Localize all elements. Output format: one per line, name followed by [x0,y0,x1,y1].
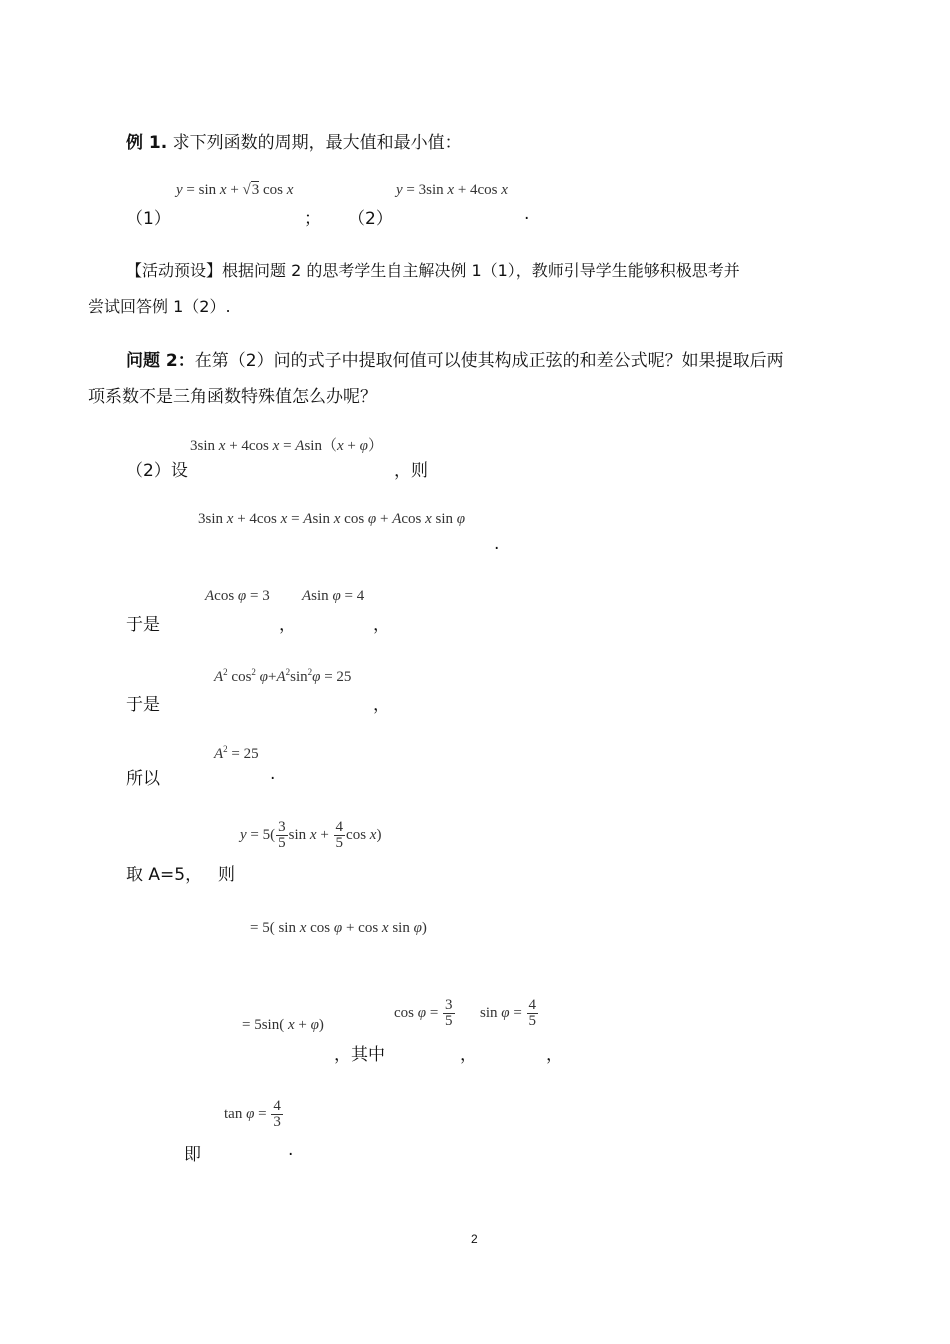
expand-end: . [494,534,500,554]
part-1-label: （1） [126,209,171,229]
thus-1-label: 于是 [126,615,160,635]
thus-1-sep: ， [279,615,296,635]
part-2-formula: y = 3sin x + 4cos x [396,182,508,198]
part-separator: ； [304,209,321,229]
take-label: 取 A=5， [126,865,203,885]
tan-phi-formula: tan φ = $\frac{4}{3}$ [224,1098,281,1130]
activity-line-2: 尝试回答例 1（2）. [88,297,231,316]
set-label: （2）设 [126,461,188,481]
question-2-heading: 问题 2： [126,351,195,371]
thus-1-end: ， [373,615,390,635]
ie-end: . [288,1140,294,1160]
question-2-line-1 [126,346,784,371]
part-1-formula: y = sin x + √3 cos x [176,182,294,198]
thus-2-label: 于是 [126,695,160,715]
eq-line-2: = 5( sin x cos φ + cos x sin φ) [250,920,427,936]
example-1-heading: 例 1. [126,133,168,153]
example-1-text: 求下列函数的周期，最大值和最小值： [172,133,462,153]
so-end: . [270,764,276,784]
ie-label: 即 [184,1145,201,1165]
where-comma-1: ， [460,1045,477,1065]
thus-1-formula-1: Acos φ = 3 [205,588,270,604]
where-comma-2: ， [546,1045,563,1065]
page-number: 2 [471,1232,478,1246]
example-1-line [126,128,462,153]
sin-phi-formula: sin φ = $\frac{4}{5}$ [480,997,537,1029]
expand-formula: 3sin x + 4cos x = Asin x cos φ + Acos x sin φ [198,511,466,527]
thus-2-formula: $A^2$ $\cos^2 \varphi+A^2\sin^2\varphi = 25$ [214,667,352,685]
cos-phi-formula: cos φ = $\frac{3}{5}$ [394,997,453,1029]
part-2-label: （2） [348,209,393,229]
so-formula: $A^2 = 25$ [214,744,259,762]
thus-1-formula-2: Asin φ = 4 [302,588,365,604]
question-2-text: 在第（2）问的式子中提取何值可以使其构成正弦的和差公式呢？如果提取后两 [194,351,784,371]
set-formula: 3sin x + 4cos x = Asin（x + φ） [190,438,383,454]
question-2-line-2: 项系数不是三角函数特殊值怎么办呢？ [88,387,377,407]
take-then: 则 [218,865,235,885]
where-label: ，其中 [334,1045,385,1065]
thus-2-end: ， [373,695,390,715]
take-formula: y = 5( $\frac{3}{5}$ sin x + $\frac{4}{5}$ cos x) [240,819,382,851]
part-end: . [524,204,530,224]
activity-line-1: 【活动预设】根据问题 2 的思考学生自主解决例 1（1），教师引导学生能够积极思考并 [126,261,740,280]
set-end: ，则 [394,461,428,481]
eq-line-3: = 5sin( x + φ) [242,1017,324,1033]
so-label: 所以 [126,769,160,789]
